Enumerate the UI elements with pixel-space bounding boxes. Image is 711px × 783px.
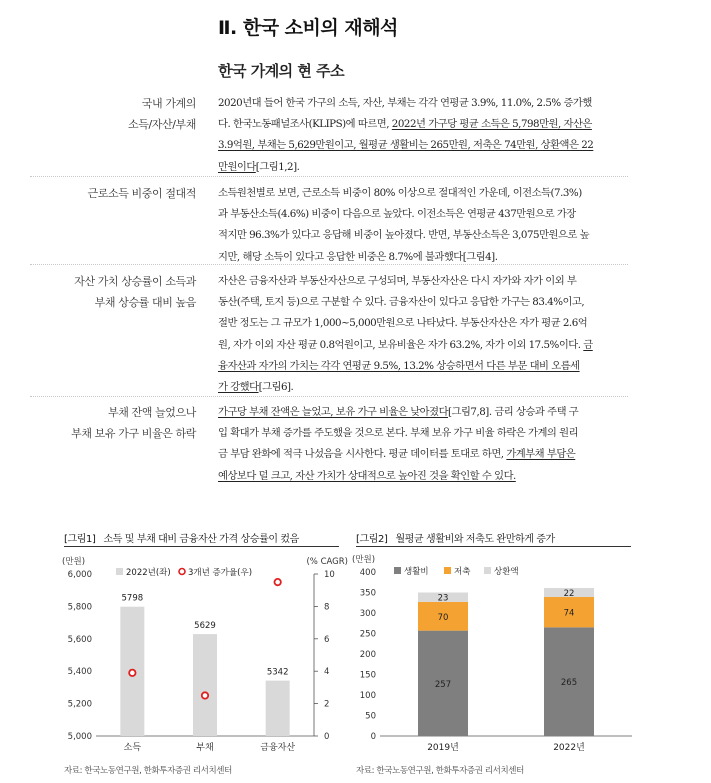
text-segment: 적지만 96.3%가 있다고 응답해 비중이 높아졌다. 반면, 부동산소득은 3,075만원으로 높 [218, 229, 590, 242]
text-segment: 2020년대 들어 한국 가구의 소득, 자산, 부채는 각각 연평균 3.9%, 11.0%, 2.5% 증가했 [218, 97, 592, 109]
text-line [218, 356, 628, 377]
text-line [218, 444, 628, 465]
text-segment: 과 부동산소득(4.6%) 비중이 다음으로 높았다. 이전소득은 연평균 437만원으로 가장 [218, 208, 576, 221]
side-heading-line: 부채 상승률 대비 높음 [94, 296, 196, 309]
fig1-number: [그림1] [64, 534, 96, 545]
y-left-tick-label: 5,000 [67, 732, 92, 742]
text-line [218, 114, 628, 135]
x-tick-label: 금융자산 [260, 743, 296, 753]
text-segment: 금 부담 완화에 적극 나섰음을 시사한다. 평균 데이터를 토대로 하면, [218, 448, 507, 461]
text-segment: [그림6]. [258, 381, 294, 394]
bar [266, 681, 290, 736]
text-line [218, 183, 628, 204]
fig2-header [356, 530, 555, 545]
section-separator [30, 176, 628, 177]
paragraph-2 [218, 183, 628, 268]
legend-swatch [394, 567, 401, 574]
x-tick-label: 부채 [196, 743, 214, 753]
text-line [218, 135, 628, 156]
side-heading-line: 국내 가계의 [141, 97, 196, 110]
growth-point [202, 692, 208, 698]
legend-swatch [484, 567, 491, 574]
underlined-text: 가 강했다 [218, 381, 259, 394]
segment-value-label: 257 [434, 679, 452, 690]
y-right-tick-label: 4 [324, 667, 330, 678]
y-tick-label: 0 [370, 732, 376, 742]
fig1-chart [60, 550, 350, 760]
paragraph-3 [218, 271, 628, 398]
fig2-title: 월평균 생활비와 저축도 완만하게 증가 [395, 534, 555, 545]
y-unit: (만원) [352, 555, 376, 565]
underlined-text: 금 [583, 338, 593, 351]
underlined-text: 가구당 부채 잔액은 늘었고, 보유 가구 비율은 낮아졌다 [218, 406, 449, 418]
text-line [218, 204, 628, 225]
fig2-rule [356, 546, 631, 547]
legend-swatch [444, 567, 451, 574]
y-tick-label: 200 [359, 650, 376, 660]
y-left-tick-label: 5,800 [67, 602, 92, 613]
y-tick-label: 400 [359, 568, 376, 578]
legend-label: 2022년(좌) [126, 568, 171, 578]
text-segment: 동산(주택, 토지 등)으로 구분할 수 있다. 금융자산이 있다고 응답한 가구는 83.4%이고, [218, 296, 585, 309]
segment-value-label: 70 [437, 612, 449, 623]
underlined-text: 융자산과 자가의 가치는 각각 연평균 9.5%, 13.2% 상승하면서 다른 부문 대비 오름세 [218, 359, 580, 372]
fig1-rule [64, 546, 339, 547]
side-heading-2 [6, 183, 196, 204]
text-segment: 지만, 해당 소득이 있다고 응답한 비중은 8.7%에 불과했다[그림4]. [218, 250, 498, 263]
side-heading-4 [6, 402, 196, 444]
section-separator [30, 264, 628, 265]
underlined-text: 가계부채 부담은 [506, 448, 576, 461]
side-heading-3 [6, 271, 196, 313]
segment-value-label: 265 [560, 678, 578, 689]
bar-value-label: 5629 [194, 621, 216, 632]
text-segment: [그림7,8]. 금리 상승과 주택 구 [448, 406, 579, 418]
y-right-tick-label: 10 [324, 570, 335, 580]
growth-point [129, 670, 135, 676]
y-left-tick-label: 5,200 [67, 699, 92, 710]
text-segment: 소득원천별로 보면, 근로소득 비중이 80% 이상으로 절대적인 가운데, 이전소득(7.3%) [218, 187, 582, 199]
underlined-text: 2022년 가구당 평균 소득은 5,798만원, 자산은 [391, 118, 592, 131]
legend-label: 상환액 [494, 567, 519, 577]
fig1-source: 자료: 한국노동연구원, 한화투자증권 리서치센터 [64, 766, 232, 776]
fig2-number: [그림2] [356, 534, 388, 545]
text-segment: 자산은 금융자산과 부동산자산으로 구성되며, 부동산자산은 다시 자가와 자가 이외 부 [218, 275, 577, 287]
bar-value-label: 5798 [121, 593, 144, 604]
paragraph-1 [218, 93, 628, 178]
fig1-header [64, 530, 299, 545]
y-right-tick-label: 2 [324, 699, 330, 710]
section-separator [30, 396, 628, 397]
legend-label: 3개년 증가율(우) [188, 568, 253, 578]
legend-label: 저축 [454, 567, 471, 577]
y-left-unit: (만원) [62, 557, 86, 567]
text-segment: [그림1,2]. [255, 160, 300, 173]
legend-swatch-bar [116, 568, 123, 575]
y-right-tick-label: 0 [324, 732, 330, 742]
text-line [218, 423, 628, 444]
y-left-tick-label: 5,400 [67, 667, 92, 678]
bar-value-label: 5342 [266, 667, 289, 678]
side-heading-line: 부채 보유 가구 비율은 하락 [71, 427, 196, 440]
y-tick-label: 50 [365, 711, 376, 722]
text-line [218, 292, 628, 313]
y-tick-label: 150 [359, 670, 376, 681]
y-tick-label: 100 [359, 691, 376, 701]
text-line [218, 225, 628, 246]
segment-value-label: 74 [563, 608, 575, 619]
y-left-tick-label: 6,000 [67, 570, 92, 580]
legend-label: 생활비 [404, 567, 429, 577]
text-line [218, 157, 628, 178]
paragraph-4 [218, 402, 628, 487]
y-right-tick-label: 6 [324, 634, 330, 645]
text-line [218, 93, 628, 114]
fig1-title: 소득 및 부채 대비 금융자산 가격 상승률이 컸음 [103, 534, 299, 545]
underlined-text: 만원이다 [218, 160, 256, 173]
y-tick-label: 300 [359, 609, 376, 619]
segment-value-label: 23 [437, 593, 449, 604]
underlined-text: 3.9억원, 부채는 5,629만원이고, 월평균 생활비는 265만원, 저축은 74만원, 상환액은 22 [218, 139, 594, 152]
text-segment: 입 확대가 부채 증가를 주도했을 것으로 본다. 부채 보유 가구 비율 하락은 가계의 원리 [218, 427, 579, 440]
side-heading-line: 자산 가치 상승률이 소득과 [74, 275, 196, 288]
text-segment: 절반 정도는 그 규모가 1,000~5,000만원으로 나타났다. 부동산자산은 자가 평균 2.6억 [218, 317, 588, 330]
text-line [218, 271, 628, 292]
bar [193, 634, 217, 736]
section-title: Ⅱ. 한국 소비의 재해석 [218, 17, 398, 39]
side-heading-1 [6, 93, 196, 135]
text-line [218, 335, 628, 356]
x-tick-label: 2022년 [553, 743, 585, 753]
legend-swatch-point [179, 569, 185, 575]
text-segment: 다. 한국노동패널조사(KLIPS)에 따르면, [218, 118, 392, 131]
y-tick-label: 350 [359, 588, 376, 599]
side-heading-line: 부채 잔액 늘었으나 [107, 406, 196, 419]
x-tick-label: 소득 [123, 743, 142, 753]
y-tick-label: 250 [359, 629, 376, 640]
x-tick-label: 2019년 [427, 743, 459, 753]
fig2-source: 자료: 한국노동연구원, 한화투자증권 리서치센터 [356, 766, 524, 776]
fig2-chart [350, 550, 640, 760]
side-heading-line: 소득/자산/부채 [128, 118, 196, 131]
growth-point [274, 579, 280, 585]
underlined-text: 예상보다 덜 크고, 자산 가치가 상대적으로 높아진 것을 확인할 수 있다. [218, 469, 516, 482]
text-line [218, 402, 628, 423]
y-left-tick-label: 5,600 [67, 634, 92, 645]
text-segment: 원, 자가 이외 자산 평균 0.8억원이고, 보유비율은 자가 63.2%, 자가 이외 17.5%이다. [218, 338, 584, 351]
subtitle: 한국 가계의 현 주소 [218, 62, 345, 80]
side-heading-line: 근로소득 비중이 절대적 [87, 187, 196, 200]
segment-value-label: 22 [563, 589, 575, 599]
y-right-unit: (% CAGR) [306, 557, 348, 567]
y-right-tick-label: 8 [324, 602, 330, 613]
text-line [218, 313, 628, 334]
text-line [218, 466, 628, 487]
